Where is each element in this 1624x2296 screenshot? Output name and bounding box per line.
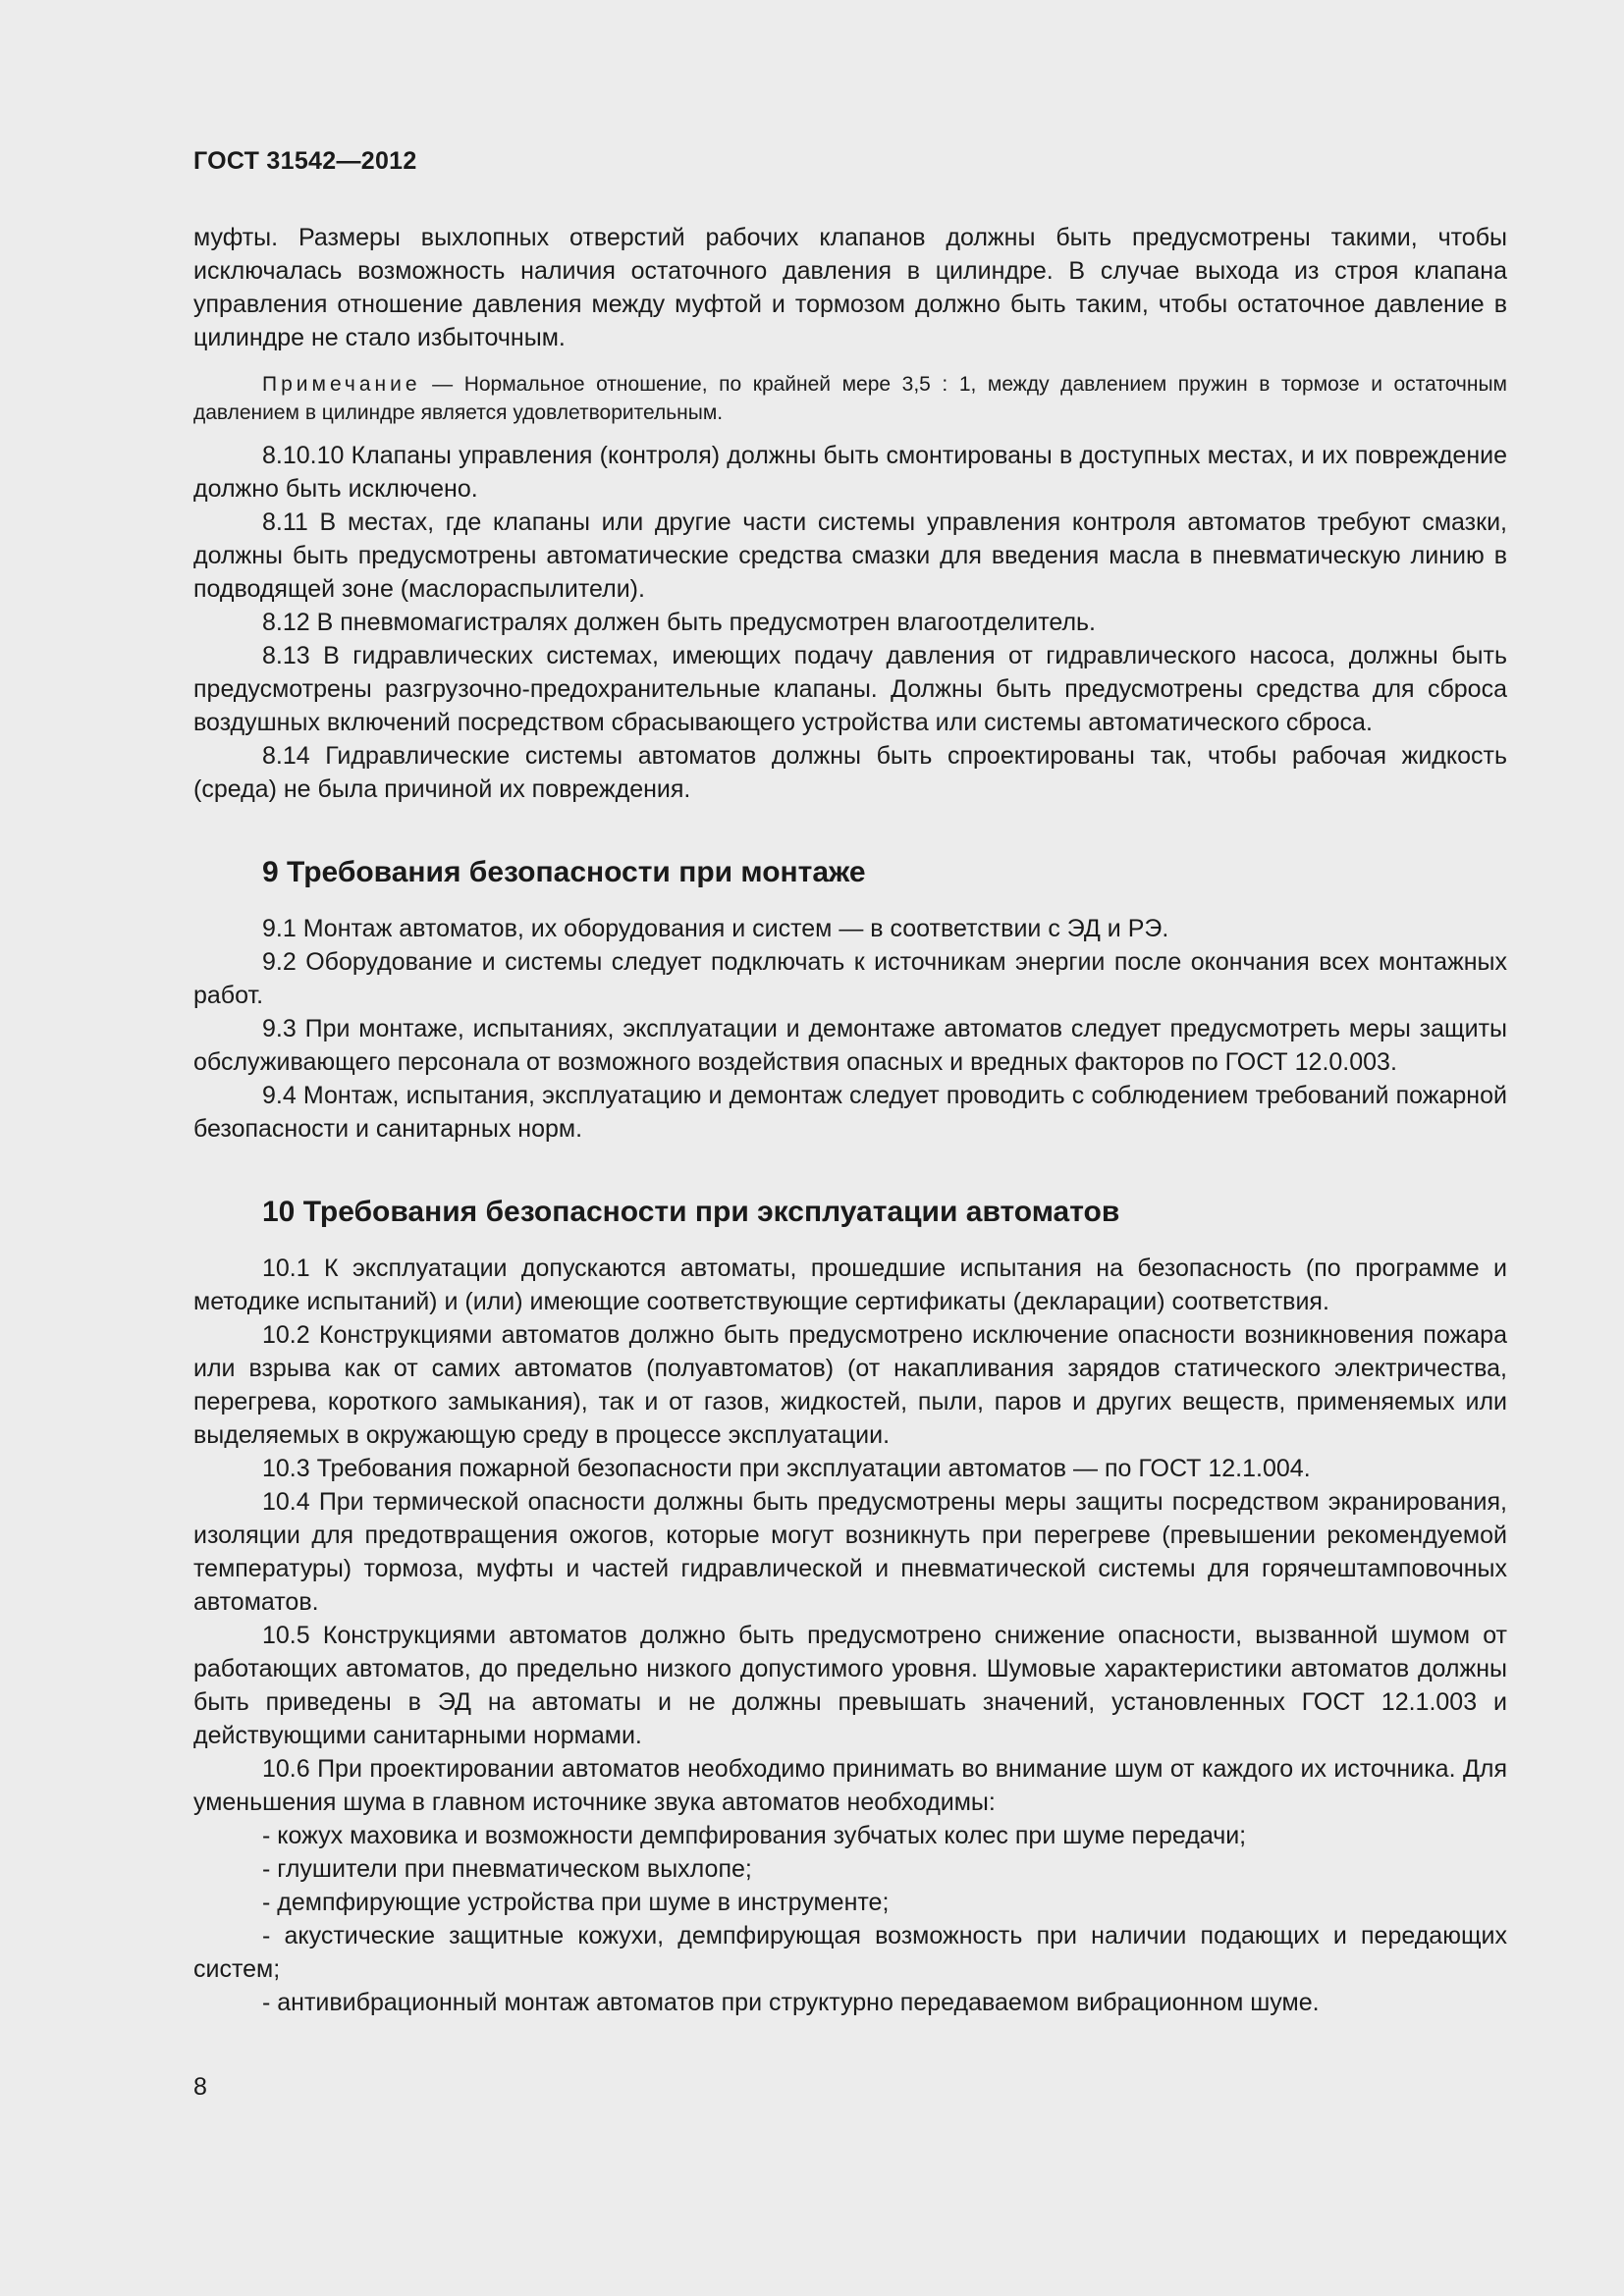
note-label: Примечание [262, 373, 421, 396]
list-item: - кожух маховика и возможности демпфирования зубчатых колес при шуме передачи; [262, 1822, 1247, 1849]
list-item: - демпфирующие устройства при шуме в инструменте; [262, 1889, 890, 1916]
paragraph-10-3: 10.3 Требования пожарной безопасности при эксплуатации автоматов — по ГОСТ 12.1.004. [262, 1455, 1311, 1482]
paragraph-9-2: 9.2 Оборудование и системы следует подключать к источникам энергии после окончания всех монтажных работ. [193, 948, 1507, 1009]
section-9-heading: 9 Требования безопасности при монтаже [262, 856, 866, 888]
paragraph-8-12: 8.12 В пневмомагистралях должен быть предусмотрен влагоотделитель. [262, 609, 1096, 636]
document-code-header: ГОСТ 31542—2012 [193, 147, 417, 175]
list-item: - акустические защитные кожухи, демпфирующая возможность при наличии подающих и передающих систем; [193, 1922, 1507, 1983]
paragraph-8-14: 8.14 Гидравлические системы автоматов должны быть спроектированы так, чтобы рабочая жидкость (среда) не была причиной их повреждения. [193, 742, 1507, 803]
paragraph-9-1: 9.1 Монтаж автоматов, их оборудования и систем — в соответствии с ЭД и РЭ. [262, 915, 1169, 942]
paragraph-9-4: 9.4 Монтаж, испытания, эксплуатацию и демонтаж следует проводить с соблюдением требований пожарной безопасности и санитарных норм. [193, 1082, 1507, 1143]
document-body [193, 221, 1507, 2019]
paragraph-8-13: 8.13 В гидравлических системах, имеющих подачу давления от гидравлического насоса, должны быть предусмотрены разгрузочно-предохранительные клапаны. Должны быть предусмотрены средства для сброса воздушных включений посредством сбрасывающего устройства или системы автоматического сброса. [193, 642, 1507, 736]
paragraph-10-1: 10.1 К эксплуатации допускаются автоматы, прошедшие испытания на безопасность (по программе и методике испытаний) и (или) имеющие соответствующие сертификаты (декларации) соответствия. [193, 1255, 1507, 1315]
paragraph-9-3: 9.3 При монтаже, испытаниях, эксплуатации и демонтаже автоматов следует предусмотреть меры защиты обслуживающего персонала от возможного воздействия опасных и вредных факторов по ГОСТ 12.0.003. [193, 1015, 1507, 1076]
paragraph-10-2: 10.2 Конструкциями автоматов должно быть предусмотрено исключение опасности возникновения пожара или взрыва как от самих автоматов (полуавтоматов) (от накапливания зарядов статического электричества, перегрева, короткого замыкания), так и от газов, жидкостей, пыли, паров и других веществ, применяемых или выделяемых в окружающую среду в процессе эксплуатации. [193, 1321, 1507, 1449]
section-10-heading: 10 Требования безопасности при эксплуатации автоматов [262, 1196, 1120, 1228]
paragraph-10-4: 10.4 При термической опасности должны быть предусмотрены меры защиты посредством экранирования, изоляции для предотвращения ожогов, которые могут возникнуть при перегреве (превышении рекомендуемой температуры) тормоза, муфты и частей гидравлической и пневматической системы для горячештамповочных автоматов. [193, 1488, 1507, 1616]
paragraph-8-10-10: 8.10.10 Клапаны управления (контроля) должны быть смонтированы в доступных местах, и их повреждение должно быть исключено. [193, 442, 1507, 503]
paragraph-8-11: 8.11 В местах, где клапаны или другие части системы управления контроля автоматов требуют смазки, должны быть предусмотрены автоматические средства смазки для введения масла в пневматическую линию в подводящей зоне (маслораспылители). [193, 508, 1507, 603]
note-paragraph [193, 370, 1507, 427]
note-text: — Нормальное отношение, по крайней мере 3,5 : 1, между давлением пружин в тормозе и остаточным давлением в цилиндре является удовлетворительным. [193, 373, 1507, 424]
paragraph-10-5: 10.5 Конструкциями автоматов должно быть предусмотрено снижение опасности, вызванной шумом от работающих автоматов, до предельно низкого допустимого уровня. Шумовые характеристики автоматов должны быть приведены в ЭД на автоматы и не должны превышать значений, установленных ГОСТ 12.1.003 и действующими санитарными нормами. [193, 1622, 1507, 1749]
list-item: - глушители при пневматическом выхлопе; [262, 1855, 752, 1883]
paragraph-10-6: 10.6 При проектировании автоматов необходимо принимать во внимание шум от каждого их источника. Для уменьшения шума в главном источнике звука автоматов необходимы: [193, 1755, 1507, 1816]
paragraph-continuation: муфты. Размеры выхлопных отверстий рабочих клапанов должны быть предусмотрены такими, чтобы исключалась возможность наличия остаточного давления в цилиндре. В случае выхода из строя клапана управления отношение давления между муфтой и тормозом должно быть таким, чтобы остаточное давление в цилиндре не стало избыточным. [193, 224, 1507, 351]
list-item: - антивибрационный монтаж автоматов при структурно передаваемом вибрационном шуме. [262, 1989, 1320, 2016]
page-number: 8 [193, 2073, 207, 2101]
